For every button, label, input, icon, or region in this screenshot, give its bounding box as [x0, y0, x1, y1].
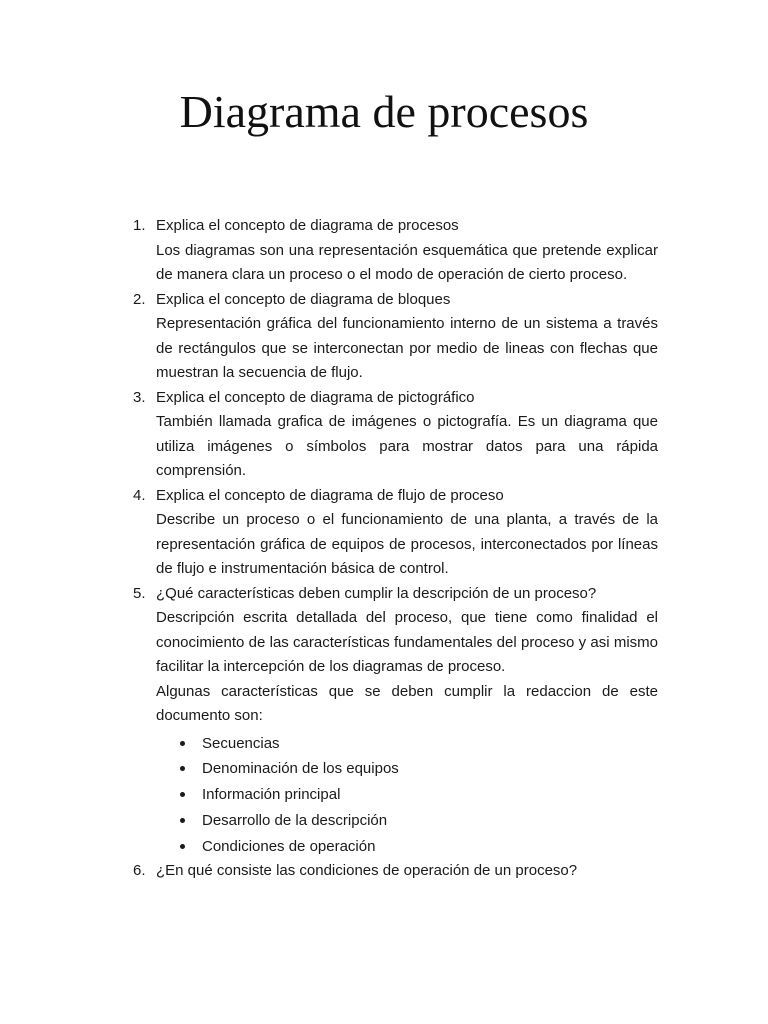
list-item-1	[0, 214, 658, 288]
list-item-4	[0, 484, 658, 582]
bullet-icon	[180, 766, 185, 771]
bullet-text: Desarrollo de la descripción	[202, 811, 388, 829]
item-number: 5.	[133, 584, 146, 602]
item-question: Explica el concepto de diagrama de procesos	[156, 217, 459, 234]
item-answer: Los diagramas son una representación esquemática que pretende explicar de manera clara un proceso o el modo de operación de cierto proceso.	[156, 241, 658, 283]
bullet-item	[156, 834, 658, 860]
bullet-item	[156, 808, 658, 834]
item-answer: También llamada grafica de imágenes o pictografía. Es un diagrama que utiliza imágenes o símbolos para mostrar datos para una rápida comprensión.	[156, 413, 658, 479]
item-answer: Descripción escrita detallada del proceso, que tiene como finalidad el conocimiento de las características fundamentales del proceso y asi mismo facilitar la intercepción de los diagramas de proceso.	[156, 609, 658, 675]
item-number: 2.	[133, 290, 146, 308]
bullet-icon	[180, 741, 185, 746]
bullet-text: Secuencias	[202, 734, 280, 752]
bullet-text: Denominación de los equipos	[202, 760, 399, 778]
item-question: ¿En qué consiste las condiciones de operación de un proceso?	[156, 862, 578, 880]
list-item-5	[0, 582, 658, 860]
item-answer: Describe un proceso o el funcionamiento de una planta, a través de la representación gráfica de equipos de procesos, interconectados por líneas de flujo e instrumentación básica de control.	[156, 511, 658, 577]
item-answer-continued: Algunas características que se deben cumplir la redaccion de este documento son:	[156, 682, 658, 724]
list-item-6	[0, 859, 658, 884]
bullet-list	[156, 731, 658, 860]
question-list	[0, 214, 768, 884]
bullet-text: Condiciones de operación	[202, 837, 376, 855]
item-number: 3.	[133, 388, 146, 406]
item-number: 4.	[133, 486, 146, 504]
item-answer: Representación gráfica del funcionamiento interno de un sistema a través de rectángulos que se interconectan por medio de lineas con flechas que muestran la secuencia de flujo.	[156, 315, 658, 381]
item-question: Explica el concepto de diagrama de flujo de proceso	[156, 486, 504, 504]
bullet-icon	[180, 818, 185, 823]
bullet-icon	[180, 844, 185, 849]
item-number: 6.	[133, 862, 146, 880]
list-item-3	[0, 386, 658, 484]
bullet-item	[156, 756, 658, 782]
item-question: Explica el concepto de diagrama de bloques	[156, 290, 451, 308]
item-number: 1.	[133, 217, 146, 234]
item-question: ¿Qué características deben cumplir la descripción de un proceso?	[156, 584, 597, 602]
bullet-icon	[180, 792, 185, 797]
item-question: Explica el concepto de diagrama de pictográfico	[156, 388, 475, 406]
list-item-2	[0, 288, 658, 386]
bullet-text: Información principal	[202, 786, 341, 804]
page-title: Diagrama de procesos	[179, 86, 589, 137]
bullet-item	[156, 782, 658, 808]
bullet-item	[156, 731, 658, 757]
